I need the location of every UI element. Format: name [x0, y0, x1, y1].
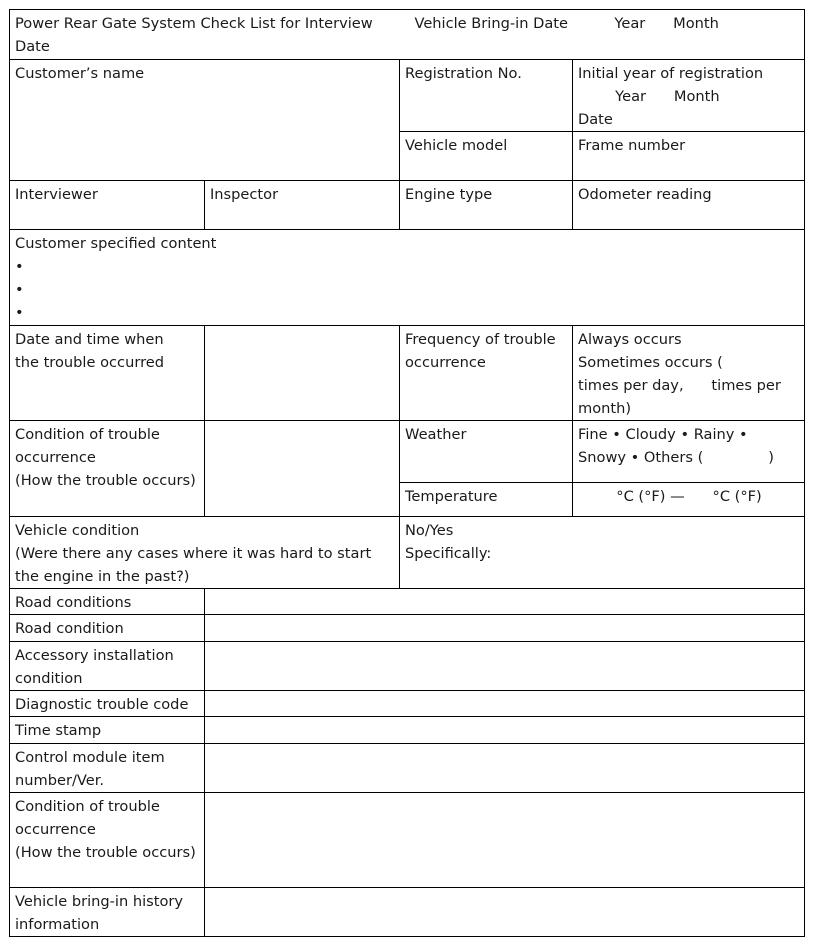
- customer-content-label: Customer specified content: [15, 235, 217, 252]
- vehicle-condition-answer-cell[interactable]: [400, 517, 805, 589]
- customer-content-cell[interactable]: [10, 230, 805, 326]
- frame-number-cell[interactable]: [573, 132, 805, 181]
- temperature-label-cell: [400, 483, 573, 517]
- weather-label: Weather: [405, 426, 467, 443]
- time-stamp-value[interactable]: [205, 717, 805, 744]
- bring-in-month: Month: [673, 15, 719, 32]
- trouble-datetime-line2: the trouble occurred: [15, 354, 164, 371]
- vehicle-model-label: Vehicle model: [405, 137, 508, 154]
- initial-year-cell[interactable]: [573, 60, 805, 132]
- accessory-label: Accessory installation condition: [15, 647, 174, 687]
- accessory-value[interactable]: [205, 642, 805, 691]
- customer-content-bullet: •: [15, 281, 24, 298]
- frame-number-label: Frame number: [578, 137, 686, 154]
- road-conditions-value[interactable]: [205, 589, 805, 615]
- temperature-value-cell[interactable]: [573, 483, 805, 517]
- frequency-sometimes[interactable]: Sometimes occurs (: [578, 354, 723, 371]
- frequency-options-cell[interactable]: [573, 326, 805, 421]
- inspector-label: Inspector: [210, 186, 279, 203]
- weather-options-line1: Fine • Cloudy • Rainy •: [578, 426, 748, 443]
- dtc-label-cell: [10, 691, 205, 717]
- inspector-cell[interactable]: [205, 181, 400, 230]
- vehicle-condition-label: Vehicle condition: [15, 522, 140, 539]
- odometer-label: Odometer reading: [578, 186, 712, 203]
- trouble-condition-label-cell: [10, 421, 205, 517]
- condition-occurrence-label: Condition of trouble occurrence: [15, 798, 160, 838]
- vehicle-condition-no-yes[interactable]: No/Yes: [405, 522, 454, 539]
- checklist-table: [9, 9, 805, 937]
- weather-options-line2: Snowy • Others (: [578, 449, 704, 466]
- trouble-condition-value[interactable]: [205, 421, 400, 517]
- initial-year-month: Month: [673, 88, 720, 105]
- time-stamp-label-cell: [10, 717, 205, 744]
- road-condition-label: Road condition: [15, 620, 124, 637]
- interview-checklist: [9, 9, 804, 937]
- initial-year-year: Year: [615, 88, 647, 105]
- road-conditions-label-cell: [10, 589, 205, 615]
- odometer-cell[interactable]: [573, 181, 805, 230]
- temperature-value: °C (°F) — °C (°F): [616, 488, 762, 505]
- history-value[interactable]: [205, 888, 805, 937]
- control-module-label-cell: [10, 744, 205, 793]
- trouble-datetime-value[interactable]: [205, 326, 400, 421]
- trouble-datetime-line1: Date and time when: [15, 331, 164, 348]
- initial-year-date: Date: [578, 111, 613, 128]
- trouble-condition-label: Condition of trouble occurrence: [15, 426, 160, 466]
- vehicle-model-cell[interactable]: [400, 132, 573, 181]
- trouble-condition-how: (How the trouble occurs): [15, 472, 196, 489]
- engine-type-label: Engine type: [405, 186, 493, 203]
- control-module-value[interactable]: [205, 744, 805, 793]
- registration-no-cell[interactable]: [400, 60, 573, 132]
- bring-in-date-label: Vehicle Bring-in Date: [414, 15, 568, 32]
- checklist-title: Power Rear Gate System Check List for Interview: [15, 15, 373, 32]
- dtc-label: Diagnostic trouble code: [15, 696, 189, 713]
- frequency-always[interactable]: Always occurs: [578, 331, 682, 348]
- condition-occurrence-how: (How the trouble occurs): [15, 844, 196, 861]
- interviewer-cell[interactable]: [10, 181, 205, 230]
- time-stamp-label: Time stamp: [15, 722, 102, 739]
- bring-in-day: Date: [15, 38, 50, 55]
- vehicle-condition-question: (Were there any cases where it was hard to start the engine in the past?): [15, 545, 372, 585]
- frequency-label: Frequency of trouble occurrence: [405, 331, 556, 371]
- customer-content-bullet: •: [15, 304, 24, 321]
- customer-name-cell[interactable]: [10, 60, 400, 181]
- weather-options-cell[interactable]: [573, 421, 805, 483]
- customer-name-label: Customer’s name: [15, 65, 145, 82]
- road-conditions-label: Road conditions: [15, 594, 132, 611]
- history-label-cell: [10, 888, 205, 937]
- interviewer-label: Interviewer: [15, 186, 98, 203]
- registration-no-label: Registration No.: [405, 65, 522, 82]
- weather-label-cell: [400, 421, 573, 483]
- customer-content-bullet: •: [15, 258, 24, 275]
- road-condition-value[interactable]: [205, 615, 805, 642]
- frequency-label-cell: [400, 326, 573, 421]
- vehicle-condition-specifically: Specifically:: [405, 545, 492, 562]
- engine-type-cell[interactable]: [400, 181, 573, 230]
- trouble-datetime-label-cell: [10, 326, 205, 421]
- condition-occurrence-label-cell: [10, 793, 205, 888]
- control-module-label: Control module item number/Ver.: [15, 749, 165, 789]
- initial-year-label: Initial year of registration: [578, 65, 764, 82]
- header-row: [10, 10, 805, 60]
- vehicle-condition-label-cell: [10, 517, 400, 589]
- temperature-label: Temperature: [405, 488, 498, 505]
- weather-options-close: ): [768, 449, 774, 466]
- bring-in-year: Year: [614, 15, 646, 32]
- history-label: Vehicle bring-in history information: [15, 893, 184, 933]
- frequency-times-per-day: times per day,: [578, 377, 684, 394]
- road-condition-label-cell: [10, 615, 205, 642]
- frequency-times-per-month: times per month): [578, 377, 781, 417]
- condition-occurrence-value[interactable]: [205, 793, 805, 888]
- dtc-value[interactable]: [205, 691, 805, 717]
- accessory-label-cell: [10, 642, 205, 691]
